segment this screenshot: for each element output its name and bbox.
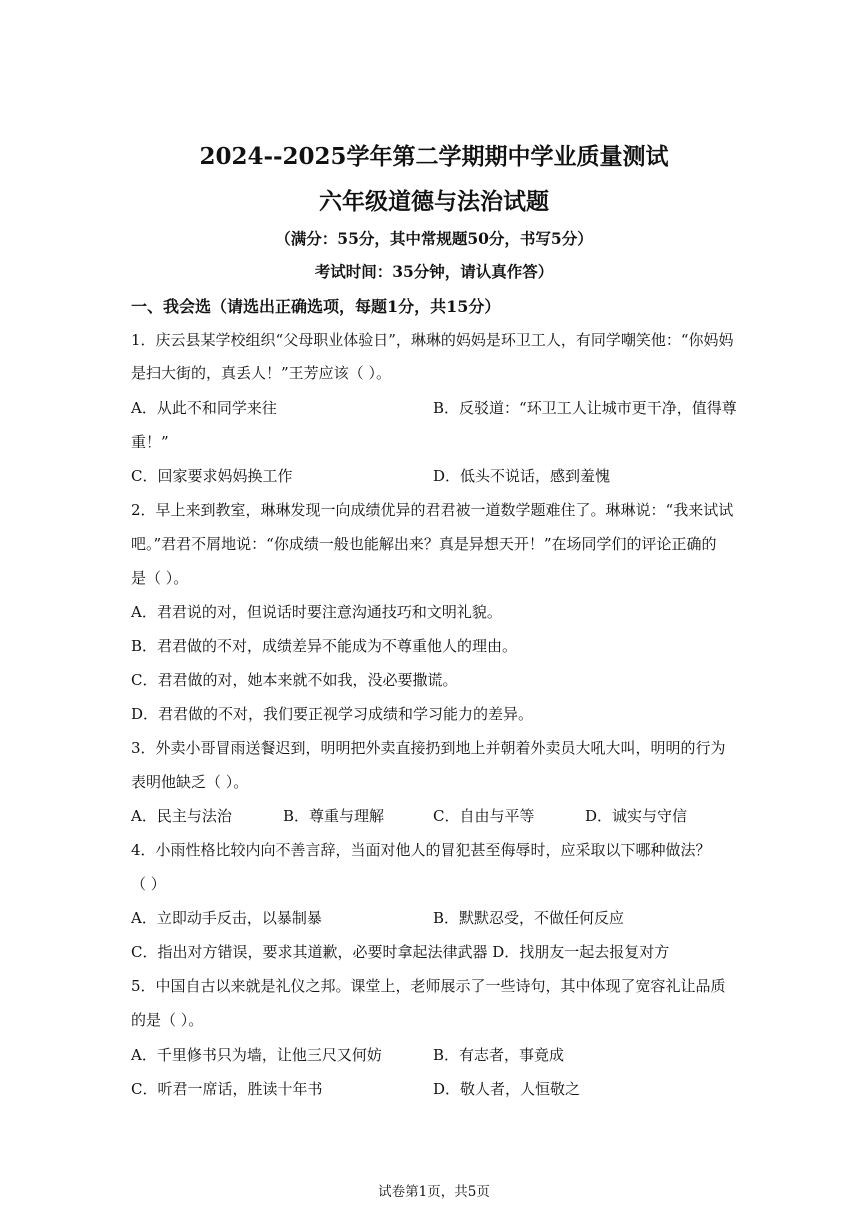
exam-subtitle: 六年级道德与法治试题 (319, 188, 549, 215)
question-1-option-c: C．回家要求妈妈换工作 (131, 467, 293, 485)
question-5-option-b: B．有志者，事竟成 (433, 1046, 565, 1064)
question-2-line-3: 是（ ）。 (131, 569, 189, 587)
exam-title: 2024--2025学年第二学期期中学业质量测试 (199, 143, 669, 170)
question-2-option-a: A．君君说的对，但说话时要注意沟通技巧和文明礼貌。 (131, 603, 502, 621)
question-3-line-2: 表明他缺乏（ ）。 (131, 773, 249, 791)
score-note: （满分：55分，其中常规题50分，书写5分） (275, 229, 593, 248)
question-2-option-d: D．君君做的不对，我们要正视学习成绩和学习能力的差异。 (131, 705, 534, 723)
question-2-line-2: 吧。”君君不屑地说：“你成绩一般也能解出来？真是异想天开！”在场同学们的评论正确的 (131, 535, 717, 553)
question-2-line-1: 2．早上来到教室，琳琳发现一向成绩优异的君君被一道数学题难住了。琳琳说：“我来试试 (131, 501, 734, 519)
question-5-option-a: A．千里修书只为墙，让他三尺又何妨 (131, 1046, 382, 1064)
question-5-line-2: 的是（ ）。 (131, 1011, 204, 1029)
question-4-option-b: B．默默忍受，不做任何反应 (433, 909, 625, 927)
question-3-option-d: D．诚实与守信 (585, 807, 688, 825)
question-5-line-1: 5．中国自古以来就是礼仪之邦。课堂上，老师展示了一些诗句，其中体现了宽容礼让品质 (131, 977, 726, 995)
question-1-line-1: 1．庆云县某学校组织“父母职业体验日”，琳琳的妈妈是环卫工人，有同学嘲笑他：“你妈妈 (131, 331, 734, 349)
question-3-option-a: A．民主与法治 (131, 807, 232, 825)
page-footer: 试卷第1页，共5页 (378, 1184, 490, 1200)
question-3-option-c: C．自由与平等 (433, 807, 535, 825)
question-4-options-c-d: C．指出对方错误，要求其道歉，必要时拿起法律武器 D．找朋友一起去报复对方 (131, 943, 670, 961)
question-4-line-2: （ ） (131, 875, 166, 893)
question-5-option-c: C．听君一席话，胜读十年书 (131, 1080, 323, 1098)
time-note: 考试时间：35分钟，请认真作答） (314, 262, 554, 281)
question-3-option-b: B．尊重与理解 (283, 807, 385, 825)
question-1-option-b: B．反驳道：“环卫工人让城市更干净，值得尊 (433, 399, 737, 417)
question-4-line-1: 4．小雨性格比较内向不善言辞，当面对他人的冒犯甚至侮辱时，应采取以下哪种做法？ (131, 841, 711, 859)
question-1-line-2: 是扫大街的，真丢人！”王芳应该（ ）。 (131, 364, 391, 382)
question-1-option-d: D．低头不说话，感到羞愧 (433, 467, 611, 485)
question-2-option-c: C．君君做的对，她本来就不如我，没必要撒谎。 (131, 671, 458, 689)
section-heading: 一、我会选（请选出正确选项，每题1分，共15分） (131, 297, 501, 316)
question-4-option-a: A．立即动手反击，以暴制暴 (131, 909, 322, 927)
question-2-option-b: B．君君做的不对，成绩差异不能成为不尊重他人的理由。 (131, 637, 518, 655)
question-5-option-d: D．敬人者，人恒敬之 (433, 1080, 581, 1098)
question-1-option-a: A．从此不和同学来往 (131, 399, 277, 417)
question-1-option-b-continued: 重！” (131, 433, 169, 451)
question-3-line-1: 3．外卖小哥冒雨送餐迟到，明明把外卖直接扔到地上并朝着外卖员大吼大叫，明明的行为 (131, 739, 726, 757)
